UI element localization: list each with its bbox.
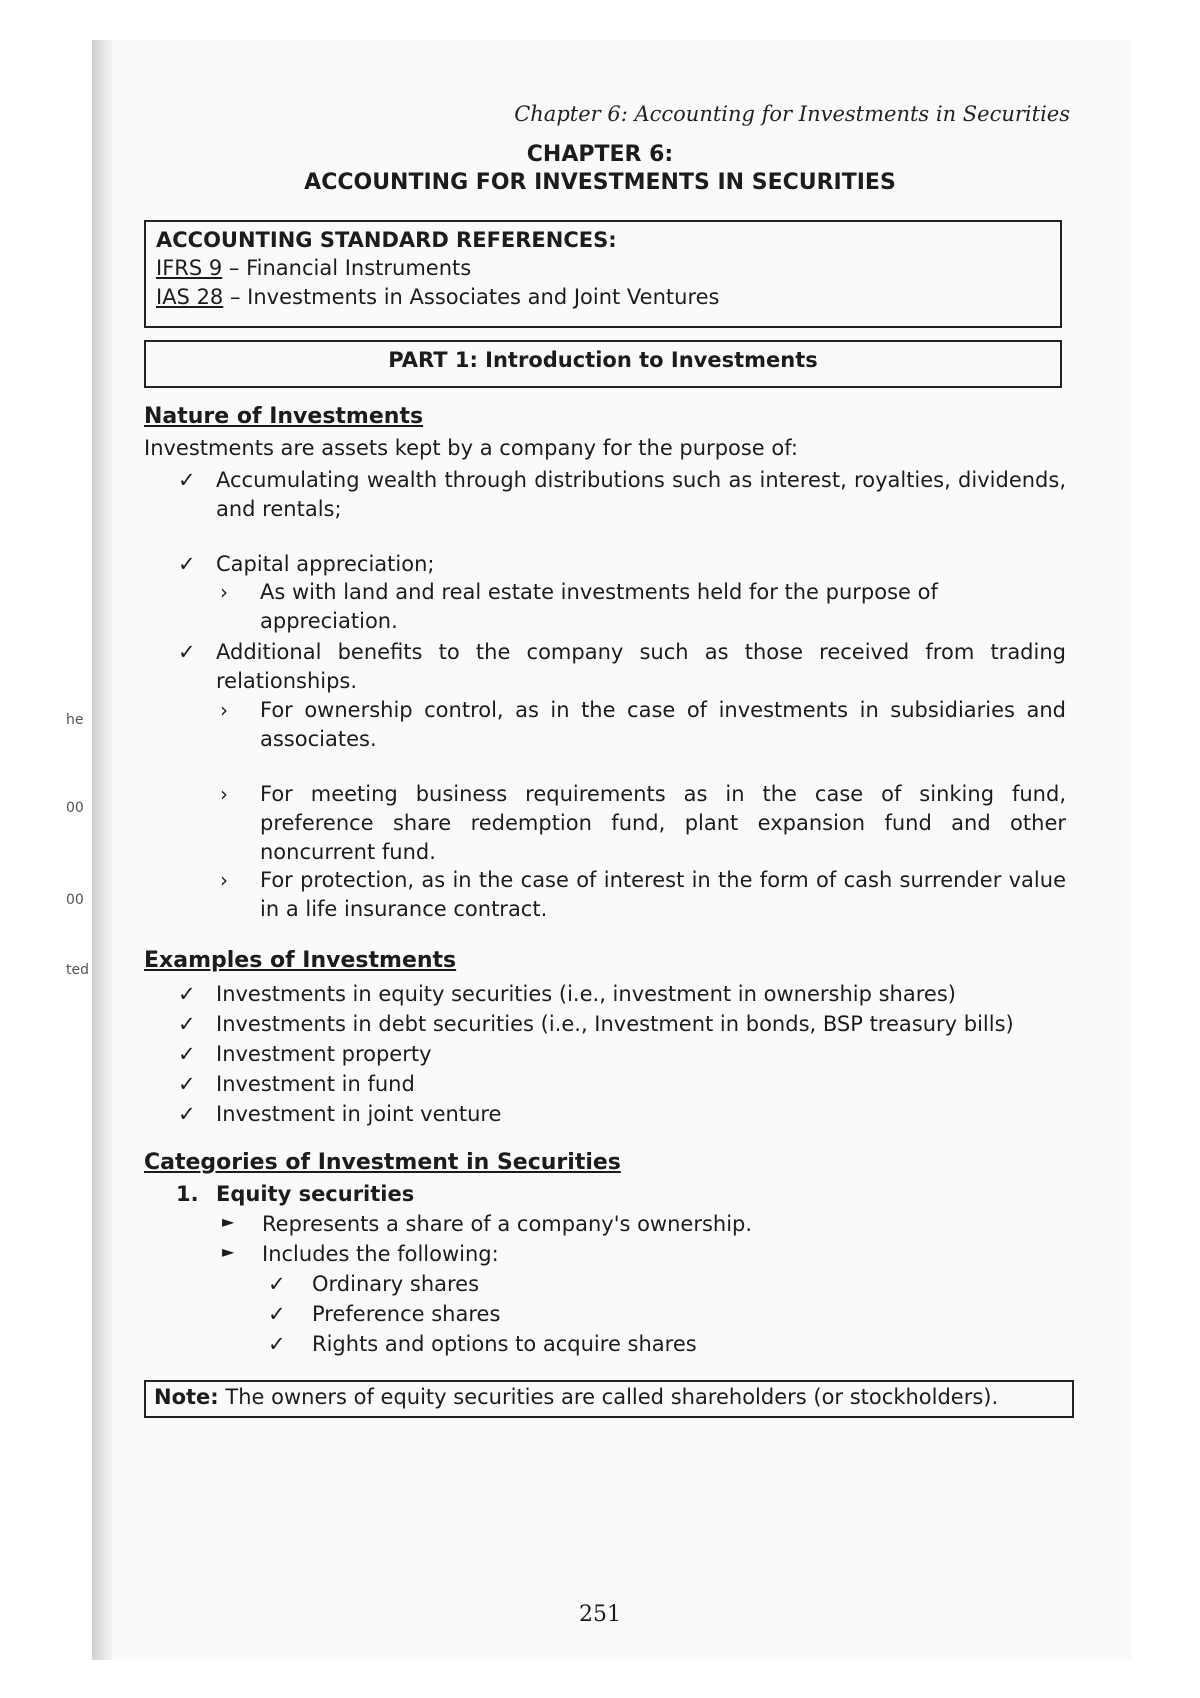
standard-description: – Investments in Associates and Joint Ventures bbox=[229, 285, 720, 309]
check-icon: ✓ bbox=[268, 1302, 286, 1326]
nature-sub-point: For protection, as in the case of interest in the form of cash surrender value in a life insurance contract. bbox=[260, 868, 1066, 921]
sub-bullet-icon: › bbox=[220, 580, 228, 604]
category-point: Represents a share of a company's ownership. bbox=[262, 1212, 753, 1236]
example-item: Investment property bbox=[216, 1042, 432, 1066]
nature-sub-point: As with land and real estate investments held for the purpose of appreciation. bbox=[260, 580, 938, 633]
categories-heading: Categories of Investment in Securities bbox=[144, 1150, 621, 1175]
part-title: PART 1: Introduction to Investments bbox=[144, 340, 1062, 388]
category-number: 1. bbox=[176, 1182, 199, 1206]
margin-fragment: 00 bbox=[66, 800, 84, 816]
nature-point: Capital appreciation; bbox=[216, 552, 435, 576]
category-point: Includes the following: bbox=[262, 1242, 499, 1266]
standard-code: IFRS 9 bbox=[156, 256, 223, 280]
example-item: Investment in joint venture bbox=[216, 1102, 502, 1126]
example-item: Investments in equity securities (i.e., investment in ownership shares) bbox=[216, 982, 956, 1006]
note-label: Note: bbox=[154, 1385, 219, 1409]
standards-title: ACCOUNTING STANDARD REFERENCES: bbox=[156, 228, 617, 252]
sub-bullet-icon: › bbox=[220, 698, 228, 722]
arrow-bullet-icon: ► bbox=[222, 1212, 235, 1231]
examples-heading: Examples of Investments bbox=[144, 948, 457, 973]
example-item: Investments in debt securities (i.e., Investment in bonds, BSP treasury bills) bbox=[216, 1012, 1014, 1036]
margin-fragment: he bbox=[66, 712, 84, 728]
check-icon: ✓ bbox=[178, 1102, 196, 1126]
nature-sub-point: For meeting business requirements as in the case of sinking fund, preference share redemption fund, plant expansion fund and other noncurrent fund. bbox=[260, 782, 1066, 864]
check-icon: ✓ bbox=[178, 1012, 196, 1036]
nature-point: Accumulating wealth through distributions such as interest, royalties, dividends, and rentals; bbox=[216, 468, 1066, 521]
nature-point: Additional benefits to the company such as those received from trading relationships. bbox=[216, 640, 1066, 693]
standard-description: – Financial Instruments bbox=[228, 256, 472, 280]
arrow-bullet-icon: ► bbox=[222, 1242, 235, 1261]
check-icon: ✓ bbox=[268, 1332, 286, 1356]
check-icon: ✓ bbox=[178, 982, 196, 1006]
sub-bullet-icon: › bbox=[220, 782, 228, 806]
nature-heading: Nature of Investments bbox=[144, 404, 424, 429]
chapter-title: ACCOUNTING FOR INVESTMENTS IN SECURITIES bbox=[304, 170, 896, 195]
check-icon: ✓ bbox=[268, 1272, 286, 1296]
category-title: Equity securities bbox=[216, 1182, 415, 1206]
margin-fragment: ted bbox=[66, 962, 89, 978]
include-item: Preference shares bbox=[312, 1302, 501, 1326]
note-text: The owners of equity securities are called shareholders (or stockholders). bbox=[225, 1385, 999, 1409]
include-item: Rights and options to acquire shares bbox=[312, 1332, 697, 1356]
nature-intro: Investments are assets kept by a company for the purpose of: bbox=[144, 436, 798, 460]
check-icon: ✓ bbox=[178, 468, 196, 492]
standard-code: IAS 28 bbox=[156, 285, 224, 309]
standards-box bbox=[144, 220, 1062, 328]
check-icon: ✓ bbox=[178, 552, 196, 576]
sub-bullet-icon: › bbox=[220, 868, 228, 892]
check-icon: ✓ bbox=[178, 640, 196, 664]
page-number: 251 bbox=[579, 1602, 621, 1627]
example-item: Investment in fund bbox=[216, 1072, 415, 1096]
margin-fragment: 00 bbox=[66, 892, 84, 908]
nature-sub-point: For ownership control, as in the case of investments in subsidiaries and associates. bbox=[260, 698, 1066, 751]
chapter-number: CHAPTER 6: bbox=[526, 142, 674, 167]
check-icon: ✓ bbox=[178, 1042, 196, 1066]
standard-reference bbox=[156, 283, 1050, 312]
running-head: Chapter 6: Accounting for Investments in Securities bbox=[514, 102, 1070, 126]
standard-reference bbox=[156, 254, 1050, 283]
include-item: Ordinary shares bbox=[312, 1272, 480, 1296]
note-box bbox=[144, 1380, 1074, 1418]
check-icon: ✓ bbox=[178, 1072, 196, 1096]
